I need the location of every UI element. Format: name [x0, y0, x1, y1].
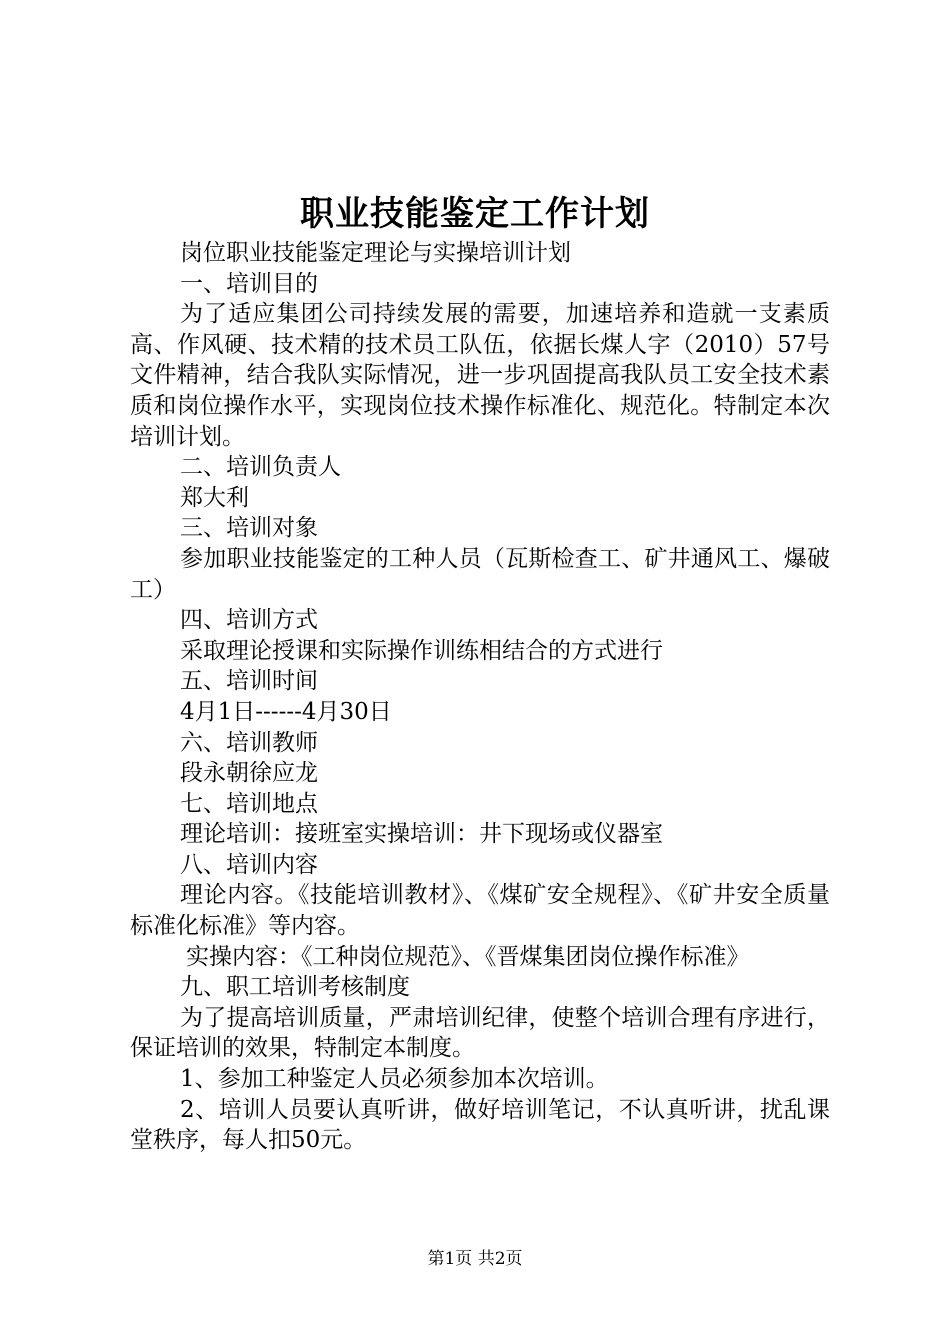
text-line: 采取理论授课和实际操作训练相结合的方式进行	[180, 637, 663, 664]
text-line: 六、培训教师	[180, 729, 318, 756]
text-line: 一、培训目的	[180, 270, 318, 297]
paragraph: 为了提高培训质量，严肃培训纪律，使整个培训合理有序进行，保证培训的效果，特制定本制度。	[130, 1004, 830, 1062]
page-footer: 第1页 共2页	[427, 1249, 523, 1269]
text-line: 九、职工培训考核制度	[180, 974, 410, 1001]
paragraph: 实操内容：《工种岗位规范》、《晋煤集团岗位操作标准》	[186, 943, 750, 970]
paragraph: 为了适应集团公司持续发展的需要，加速培养和造就一支素质高、作风硬、技术精的技术员工队伍，依据长煤人字（2010）57号文件精神，结合我队实际情况，进一步巩固提高我队员工安全技术素质和岗位操作水平，实现岗位技术操作标准化、规范化。特制定本次培训计划。	[130, 301, 830, 450]
paragraph: 参加职业技能鉴定的工种人员（瓦斯检查工、矿井通风工、爆破工）	[130, 545, 830, 603]
text-line: 二、培训负责人	[180, 454, 341, 481]
paragraph: 理论内容。《技能培训教材》、《煤矿安全规程》、《矿井安全质量标准化标准》等内容。	[130, 882, 830, 940]
document-body	[130, 238, 830, 1156]
text-line: 岗位职业技能鉴定理论与实操培训计划	[180, 240, 571, 266]
text-line: 七、培训地点	[180, 790, 318, 817]
text-line: 理论培训：接班室实操培训：井下现场或仪器室	[180, 821, 663, 848]
paragraph: 2、培训人员要认真听讲，做好培训笔记，不认真听讲，扰乱课堂秩序，每人扣50元。	[130, 1096, 830, 1154]
document-title: 职业技能鉴定工作计划	[300, 194, 650, 234]
text-line: 五、培训时间	[180, 668, 318, 695]
text-line: 郑大利	[180, 484, 249, 511]
text-line: 三、培训对象	[180, 515, 318, 542]
text-line: 段永朝徐应龙	[180, 760, 318, 787]
text-line: 四、培训方式	[180, 607, 318, 634]
text-line: 1、参加工种鉴定人员必须参加本次培训。	[180, 1066, 609, 1093]
text-line: 4月1日------4月30日	[180, 698, 392, 725]
text-line: 八、培训内容	[180, 851, 318, 878]
